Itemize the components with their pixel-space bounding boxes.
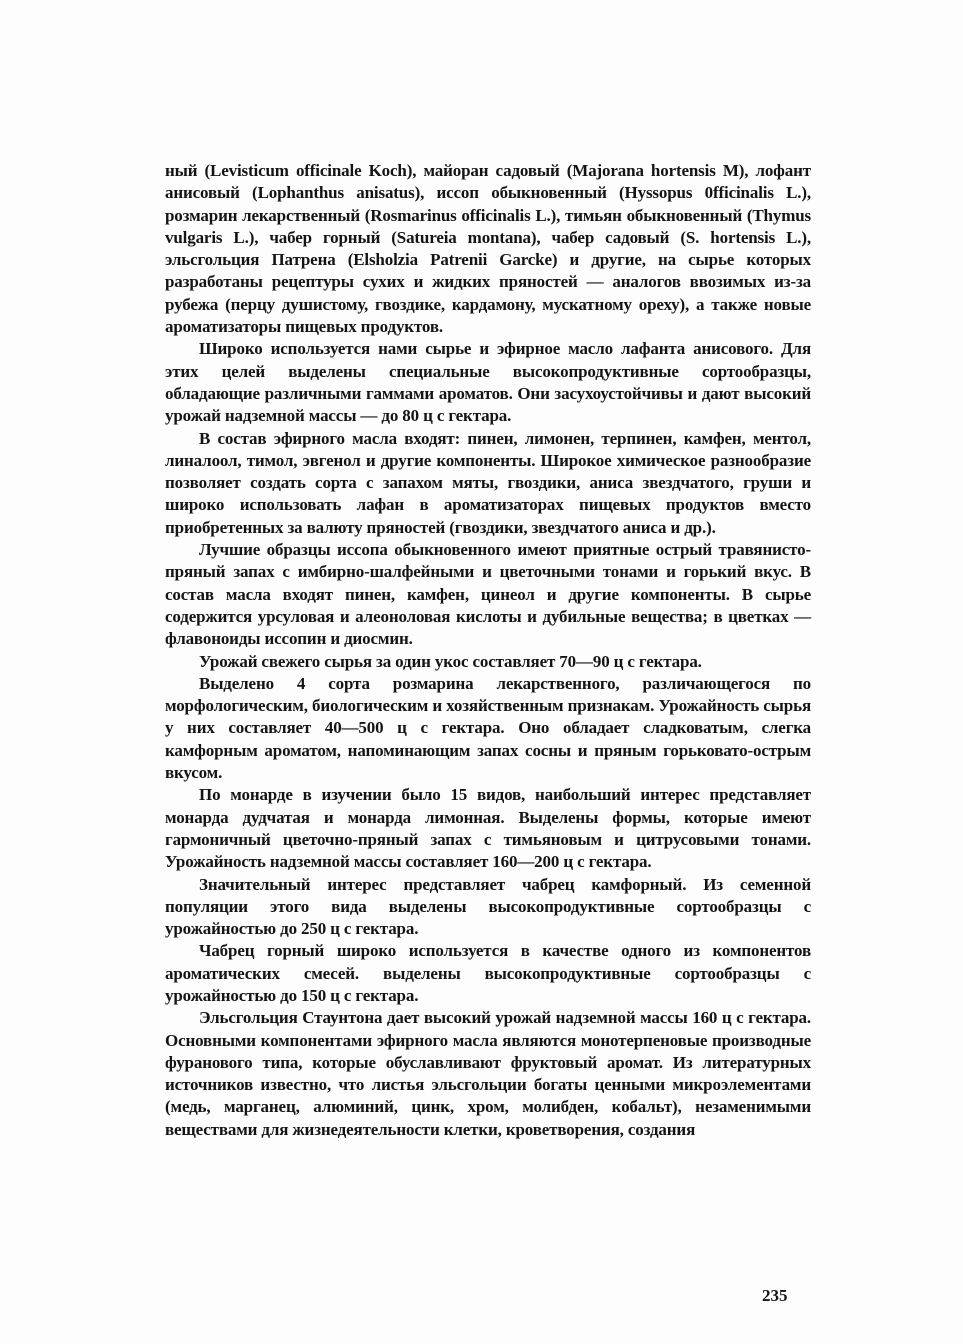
- paragraph-9: Чабрец горный широко используется в качестве одного из компонентов ароматических смесей. выделены высокопродуктивные сортообразцы с урожайностью до 150 ц с гектара.: [165, 941, 811, 1005]
- body-text: [165, 160, 811, 1141]
- paragraph-6: Выделено 4 сорта розмарина лекарственного, различающегося по морфологическим, биологическим и хозяйственным признакам. Урожайность сырья у них составляет 40—500 ц с гектара. Оно обладает сладковатым, слегка камфорным ароматом, напоминающим запах сосны и пряным горьковато-острым вкусом.: [165, 673, 811, 783]
- paragraph-1: ный (Levisticum officinale Koch), майоран садовый (Majorana hortensis M), лофант анисовый (Lophanthus anisatus), иссоп обыкновенный (Hyssopus 0fficinalis L.), розмарин лекарственный (Rosmarinus officinalis L.), тимьян обыкновенный (Thymus vulgaris L.), чабер горный (Satureia montana), чабер садовый (S. hortensis L.), эльсгольция Патрена (Elsholzia Patrenii Garcke) и другие, на сырье которых разработаны рецептуры сухих и жидких пряностей — аналогов ввозимых из-за рубежа (перцу душистому, гвоздике, кардамону, мускатному ореху), а также новые ароматизаторы пищевых продуктов.: [165, 161, 811, 337]
- paragraph-5: Урожай свежего сырья за один укос составляет 70—90 ц с гектара.: [199, 651, 702, 671]
- paragraph-7: По монарде в изучении было 15 видов, наибольший интерес представляет монарда дудчатая и монарда лимонная. Выделены формы, которые имеют гармоничный цветочно-пряный запах с тимьяновым и цитрусовыми тонами. Урожайность надземной массы составляет 160—200 ц с гектара.: [165, 785, 811, 872]
- paragraph-8: Значительный интерес представляет чабрец камфорный. Из семенной популяции этого вида выделены высокопродуктивные сортообразцы с урожайностью до 250 ц с гектара.: [165, 874, 811, 939]
- page-number: 235: [762, 1286, 788, 1305]
- paragraph-10: Эльсгольция Стаунтона дает высокий урожай надземной массы 160 ц с гектара. Основными компонентами эфирного масла являются монотерпеновые производные фуранового типа, которые обуславливают фруктовый аромат. Из литературных источников известно, что листья эльсгольции богаты ценными микроэлементами (медь, марганец, алюминий, цинк, хром, молибден, кобальт), незаменимыми веществами для жизнедеятельности клетки, кроветворения, создания: [165, 1008, 811, 1139]
- paragraph-4: Лучшие образцы иссопа обыкновенного имеют приятные острый травянисто-пряный запах с имбирно-шалфейными и цветочными тонами и горький вкус. В состав масла входят пинен, камфен, цинеол и другие компоненты. В сырье содержится урсуловая и алеоноловая кислоты и дубильные вещества; в цветках — флавоноиды иссопин и диосмин.: [165, 540, 811, 649]
- paragraph-3: В состав эфирного масла входят: пинен, лимонен, терпинен, камфен, ментол, линалоол, тимол, эвгенол и другие компоненты. Широкое химическое разнообразие позволяет создать сорта с запахом мяты, гвоздики, аниса звездчатого, груши и широко использовать лафан в ароматизаторах пищевых продуктов вместо приобретенных за валюту пряностей (гвоздики, звездчатого аниса и др.).: [165, 428, 811, 537]
- paragraph-2: Широко используется нами сырье и эфирное масло лафанта анисового. Для этих целей выделены специальные высокопродуктивные сортообразцы, обладающие различными гаммами ароматов. Они засухоустойчивы и дают высокий урожай надземной массы — до 80 ц с гектара.: [165, 339, 811, 426]
